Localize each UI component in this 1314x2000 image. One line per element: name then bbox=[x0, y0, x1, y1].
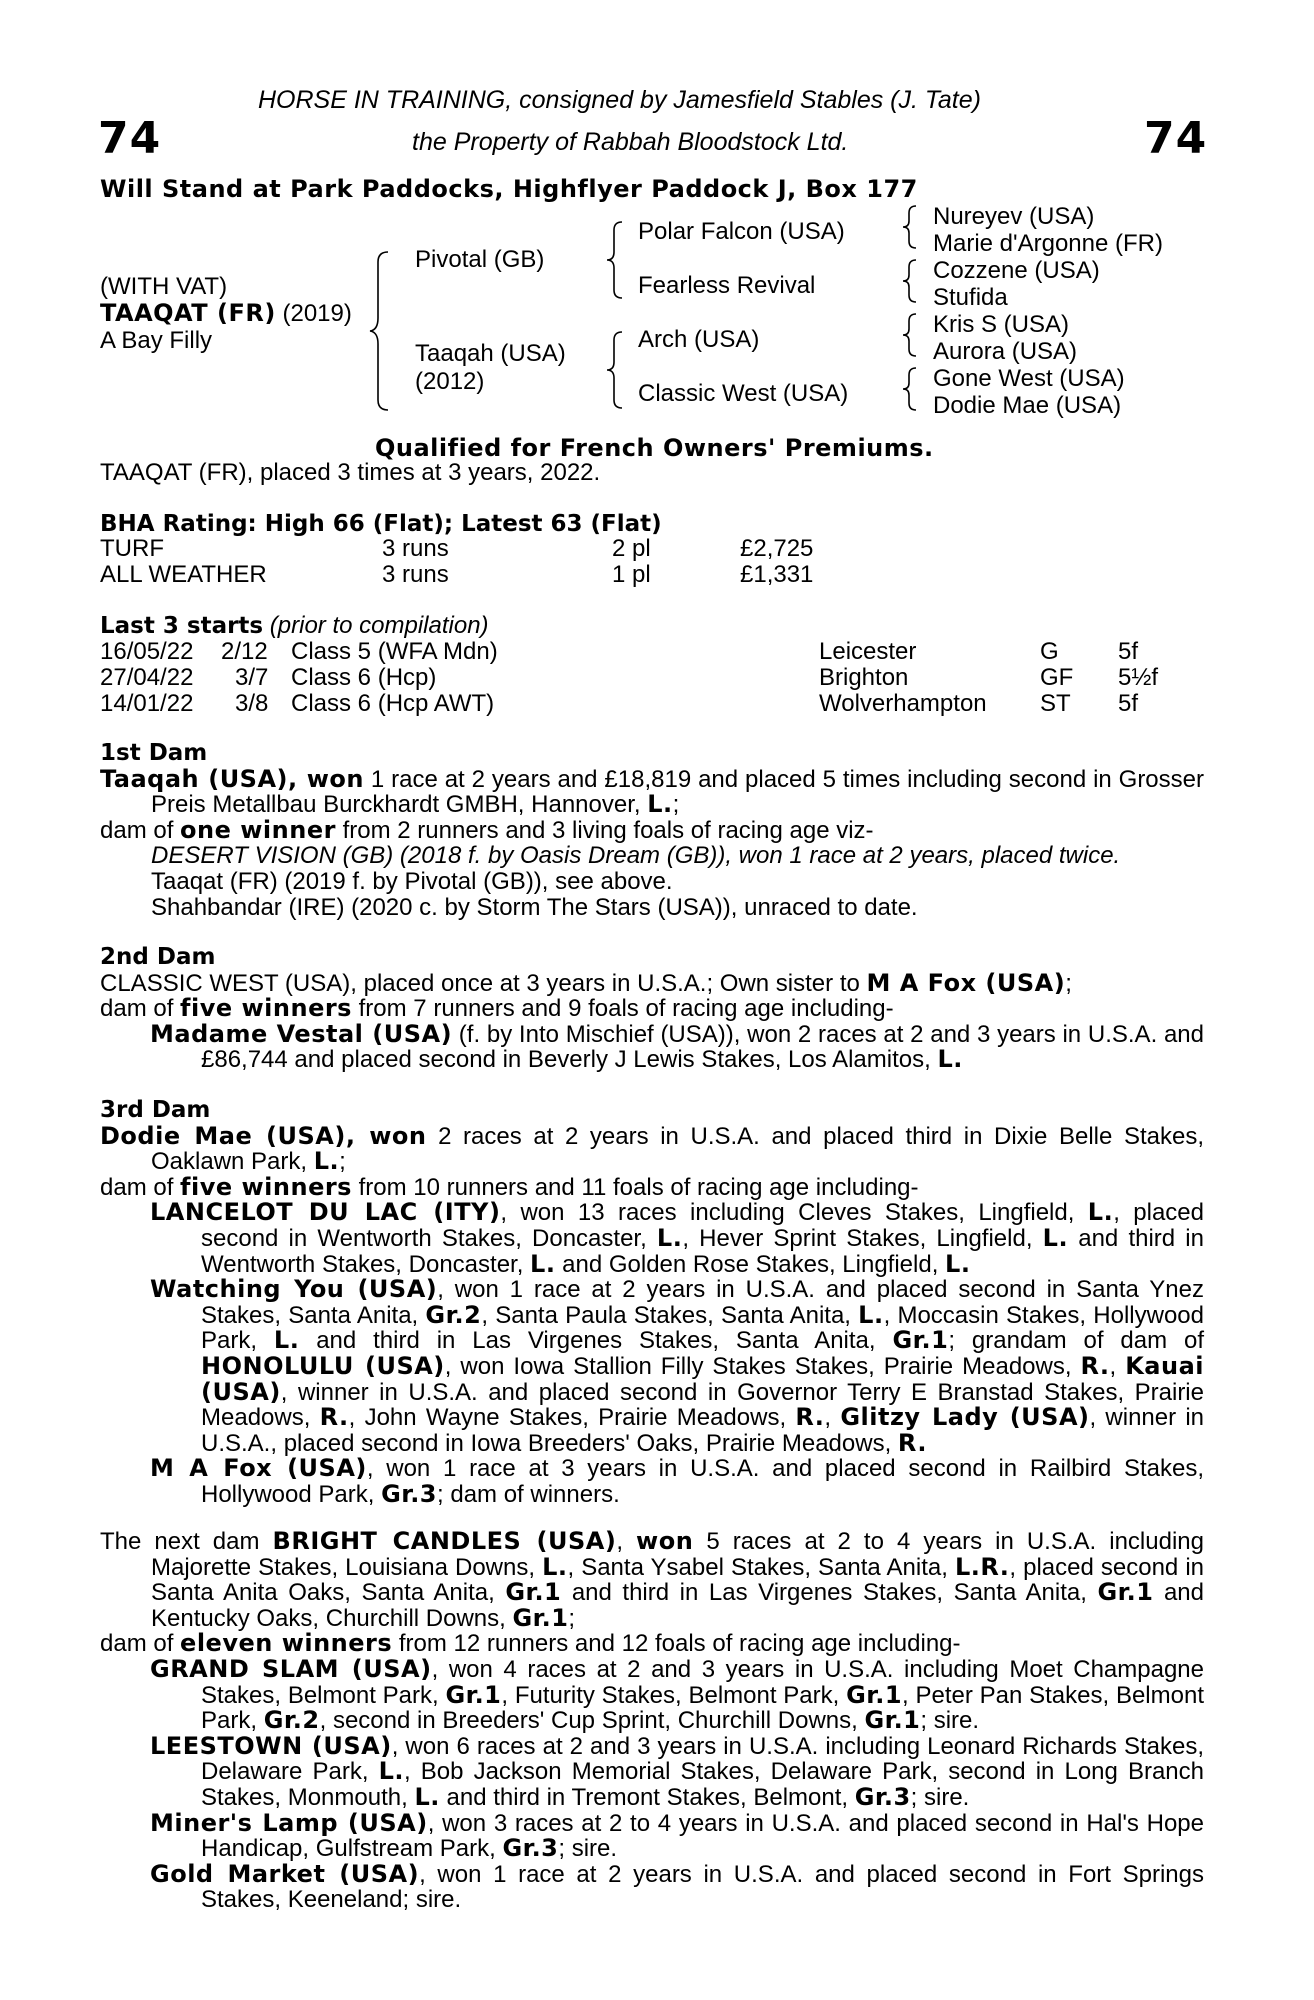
sire-dam: Fearless Revival bbox=[638, 272, 816, 299]
start-class: Class 5 (WFA Mdn) bbox=[291, 638, 498, 665]
sire: Pivotal (GB) bbox=[415, 246, 545, 273]
vat-note: (WITH VAT) bbox=[100, 273, 228, 300]
leestown-entry: LEESTOWN (USA), won 6 races at 2 and 3 years in U.S.A. including Leonard Richards Stakes, Delaware Park, L., Bob Jackson Memorial Stakes, Delaware Park, second in Long Branch Stakes, Monmouth, L. and third in Tremont Stakes, Belmont, Gr.3; sire. bbox=[150, 1731, 1205, 1811]
horse-description: A Bay Filly bbox=[100, 327, 213, 354]
gg-3: Cozzene (USA) bbox=[933, 257, 1100, 284]
watching-you-entry: Watching You (USA), won 1 race at 2 years in U.S.A. and placed second in Santa Ynez Stakes, Santa Anita, Gr.2, Santa Paula Stakes, Santa Anita, L., Moccasin Stakes, Hollywood Park, L. and third in Las Virgenes Stakes, Santa Anita, Gr.1; grandam of dam of HONOLULU (USA), won Iowa Stallion Filly Stakes Stakes, Prairie Meadows, R., Kauai (USA), winner in U.S.A. and placed second in Governor Terry E Branstad Stakes, Prairie Meadows, R., John Wayne Stakes, Prairie Meadows, R., Glitzy Lady (USA), winner in U.S.A., placed second in Iowa Breeders' Oaks, Prairie Meadows, R. bbox=[150, 1275, 1205, 1457]
start-distance: 5½f bbox=[1118, 664, 1159, 691]
second-dam-record: CLASSIC WEST (USA), placed once at 3 years in U.S.A.; Own sister to M A Fox (USA); bbox=[100, 968, 1072, 997]
horse-year: (2019) bbox=[275, 300, 352, 327]
gg-6: Aurora (USA) bbox=[933, 338, 1078, 365]
start-position: 3/8 bbox=[235, 690, 269, 717]
start-going: GF bbox=[1040, 664, 1074, 691]
start-distance: 5f bbox=[1118, 690, 1139, 717]
last-starts-title: Last 3 starts bbox=[100, 613, 264, 639]
last-starts-note: (prior to compilation) bbox=[263, 612, 489, 639]
lot-number-right: 74 bbox=[1144, 113, 1208, 164]
bha-placings: 1 pl bbox=[612, 561, 651, 588]
bha-runs: 3 runs bbox=[382, 535, 449, 562]
gg-2: Marie d'Argonne (FR) bbox=[933, 230, 1163, 257]
madame-vestal-entry: Madame Vestal (USA) (f. by Into Mischief (USA)), won 2 races at 2 and 3 years in U.S.A. and £86,744 and placed second in Beverly J Lewis Stakes, Los Alamitos, L. bbox=[150, 1019, 1205, 1074]
gg-4: Stufida bbox=[933, 284, 1008, 311]
offspring-1: DESERT VISION (GB) (2018 f. by Oasis Dream (GB)), won 1 race at 2 years, placed twice. bbox=[151, 842, 1121, 870]
second-dam-produce: dam of five winners from 7 runners and 9 foals of racing age including- bbox=[100, 994, 894, 1023]
start-class: Class 6 (Hcp AWT) bbox=[291, 690, 495, 717]
grandparent-braces bbox=[900, 202, 928, 422]
second-dam-heading: 2nd Dam bbox=[100, 944, 216, 970]
property-line: the Property of Rabbah Bloodstock Ltd. bbox=[412, 128, 849, 156]
third-dam-section bbox=[100, 1098, 1204, 1508]
sire-brace bbox=[604, 218, 626, 302]
first-dam-produce: dam of one winner from 2 runners and 3 living foals of racing age viz- bbox=[100, 815, 874, 844]
first-dam-section bbox=[100, 741, 1204, 920]
lancelot-entry: LANCELOT DU LAC (ITY), won 13 races including Cleves Stakes, Lingfield, L., placed second in Wentworth Stakes, Doncaster, L., Hever Sprint Stakes, Lingfield, L. and third in Wentworth Stakes, Doncaster, L. and Golden Rose Stakes, Lingfield, L. bbox=[150, 1198, 1204, 1278]
offspring-3: Shahbandar (IRE) (2020 c. by Storm The Stars (USA)), unraced to date. bbox=[151, 893, 918, 921]
third-dam-record: Dodie Mae (USA), won 2 races at 2 years in U.S.A. and placed third in Dixie Belle Stakes, Oaklawn Park, L.; bbox=[100, 1121, 1204, 1176]
stand-location: Will Stand at Park Paddocks, Highflyer Paddock J, Box 177 bbox=[100, 175, 918, 203]
qualified-note: Qualified for French Owners' Premiums. bbox=[375, 434, 934, 462]
bha-placings: 2 pl bbox=[612, 535, 651, 562]
start-course: Leicester bbox=[819, 638, 917, 665]
gg-7: Gone West (USA) bbox=[933, 365, 1125, 392]
dam-brace bbox=[604, 328, 626, 412]
start-date: 14/01/22 bbox=[100, 690, 194, 717]
next-dam-section bbox=[100, 1529, 1204, 1913]
sire-sire: Polar Falcon (USA) bbox=[638, 218, 845, 245]
miners-lamp-entry: Miner's Lamp (USA), won 3 races at 2 to 4 years in U.S.A. and placed second in Hal's Hope Handicap, Gulfstream Park, Gr.3; sire. bbox=[150, 1808, 1204, 1863]
start-date: 27/04/22 bbox=[100, 664, 194, 691]
gg-8: Dodie Mae (USA) bbox=[933, 392, 1122, 419]
horse-name: TAAQAT (FR) bbox=[100, 299, 276, 327]
consignor-line: HORSE IN TRAINING, consigned by Jamesfield Stables (J. Tate) bbox=[258, 86, 981, 114]
first-dam-name: Taaqah (USA), won bbox=[100, 764, 364, 793]
dam-sire: Arch (USA) bbox=[638, 326, 760, 353]
gold-market-entry: Gold Market (USA), won 1 race at 2 years in U.S.A. and placed second in Fort Springs Stakes, Keeneland; sire. bbox=[150, 1859, 1204, 1914]
bha-surface: ALL WEATHER bbox=[100, 561, 267, 588]
start-date: 16/05/22 bbox=[100, 638, 194, 665]
start-position: 2/12 bbox=[221, 638, 268, 665]
start-distance: 5f bbox=[1118, 638, 1139, 665]
bha-prize: £2,725 bbox=[740, 535, 814, 562]
start-class: Class 6 (Hcp) bbox=[291, 664, 437, 691]
bha-heading: BHA Rating: High 66 (Flat); Latest 63 (Flat) bbox=[100, 511, 662, 537]
bha-surface: TURF bbox=[100, 535, 164, 562]
dam-dam: Classic West (USA) bbox=[638, 380, 849, 407]
dam-year: (2012) bbox=[415, 368, 485, 395]
start-going: ST bbox=[1040, 690, 1071, 717]
second-dam-section bbox=[100, 945, 1204, 1073]
grand-slam-entry: GRAND SLAM (USA), won 4 races at 2 and 3 years in U.S.A. including Moet Champagne Stakes, Belmont Park, Gr.1, Futurity Stakes, Belmont Park, Gr.1, Peter Pan Stakes, Belmont Park, Gr.2, second in Breeders' Cup Sprint, Churchill Downs, Gr.1; sire. bbox=[150, 1654, 1205, 1735]
bha-prize: £1,331 bbox=[740, 561, 814, 588]
dam: Taaqah (USA) bbox=[415, 340, 566, 367]
next-dam-produce: dam of eleven winners from 12 runners and 12 foals of racing age including- bbox=[100, 1629, 961, 1658]
start-course: Brighton bbox=[819, 664, 909, 691]
start-position: 3/7 bbox=[235, 664, 269, 691]
next-dam-record: The next dam BRIGHT CANDLES (USA), won 5 races at 2 to 4 years in U.S.A. including Majorette Stakes, Louisiana Downs, L., Santa Ysabel Stakes, Santa Anita, L.R., placed second in Santa Anita Oaks, Santa Anita, Gr.1 and third in Las Virgenes Stakes, Santa Anita, Gr.1 and Kentucky Oaks, Churchill Downs, Gr.1; bbox=[100, 1527, 1205, 1632]
bha-runs: 3 runs bbox=[382, 561, 449, 588]
last-starts-heading bbox=[100, 613, 489, 639]
gg-1: Nureyev (USA) bbox=[933, 203, 1095, 230]
ma-fox-entry: M A Fox (USA), won 1 race at 3 years in U.S.A. and placed second in Railbird Stakes, Hollywood Park, Gr.3; dam of winners. bbox=[150, 1454, 1204, 1508]
race-summary: TAAQAT (FR), placed 3 times at 3 years, 2022. bbox=[100, 459, 601, 486]
third-dam-heading: 3rd Dam bbox=[100, 1097, 211, 1123]
gg-5: Kris S (USA) bbox=[933, 311, 1070, 338]
start-going: G bbox=[1040, 638, 1059, 665]
pedigree-brace-main bbox=[368, 248, 392, 414]
lot-number-left: 74 bbox=[98, 113, 162, 164]
horse-name-line bbox=[100, 300, 352, 327]
start-course: Wolverhampton bbox=[819, 690, 987, 717]
offspring-2: Taaqat (FR) (2019 f. by Pivotal (GB)), see above. bbox=[151, 867, 673, 895]
first-dam-heading: 1st Dam bbox=[100, 740, 208, 766]
first-dam-record: Taaqah (USA), won 1 race at 2 years and £18,819 and placed 5 times including second in Grosser Preis Metallbau Burckhardt GMBH, Hannover, L.; bbox=[100, 764, 1204, 819]
third-dam-produce: dam of five winners from 10 runners and 11 foals of racing age including- bbox=[100, 1172, 919, 1201]
